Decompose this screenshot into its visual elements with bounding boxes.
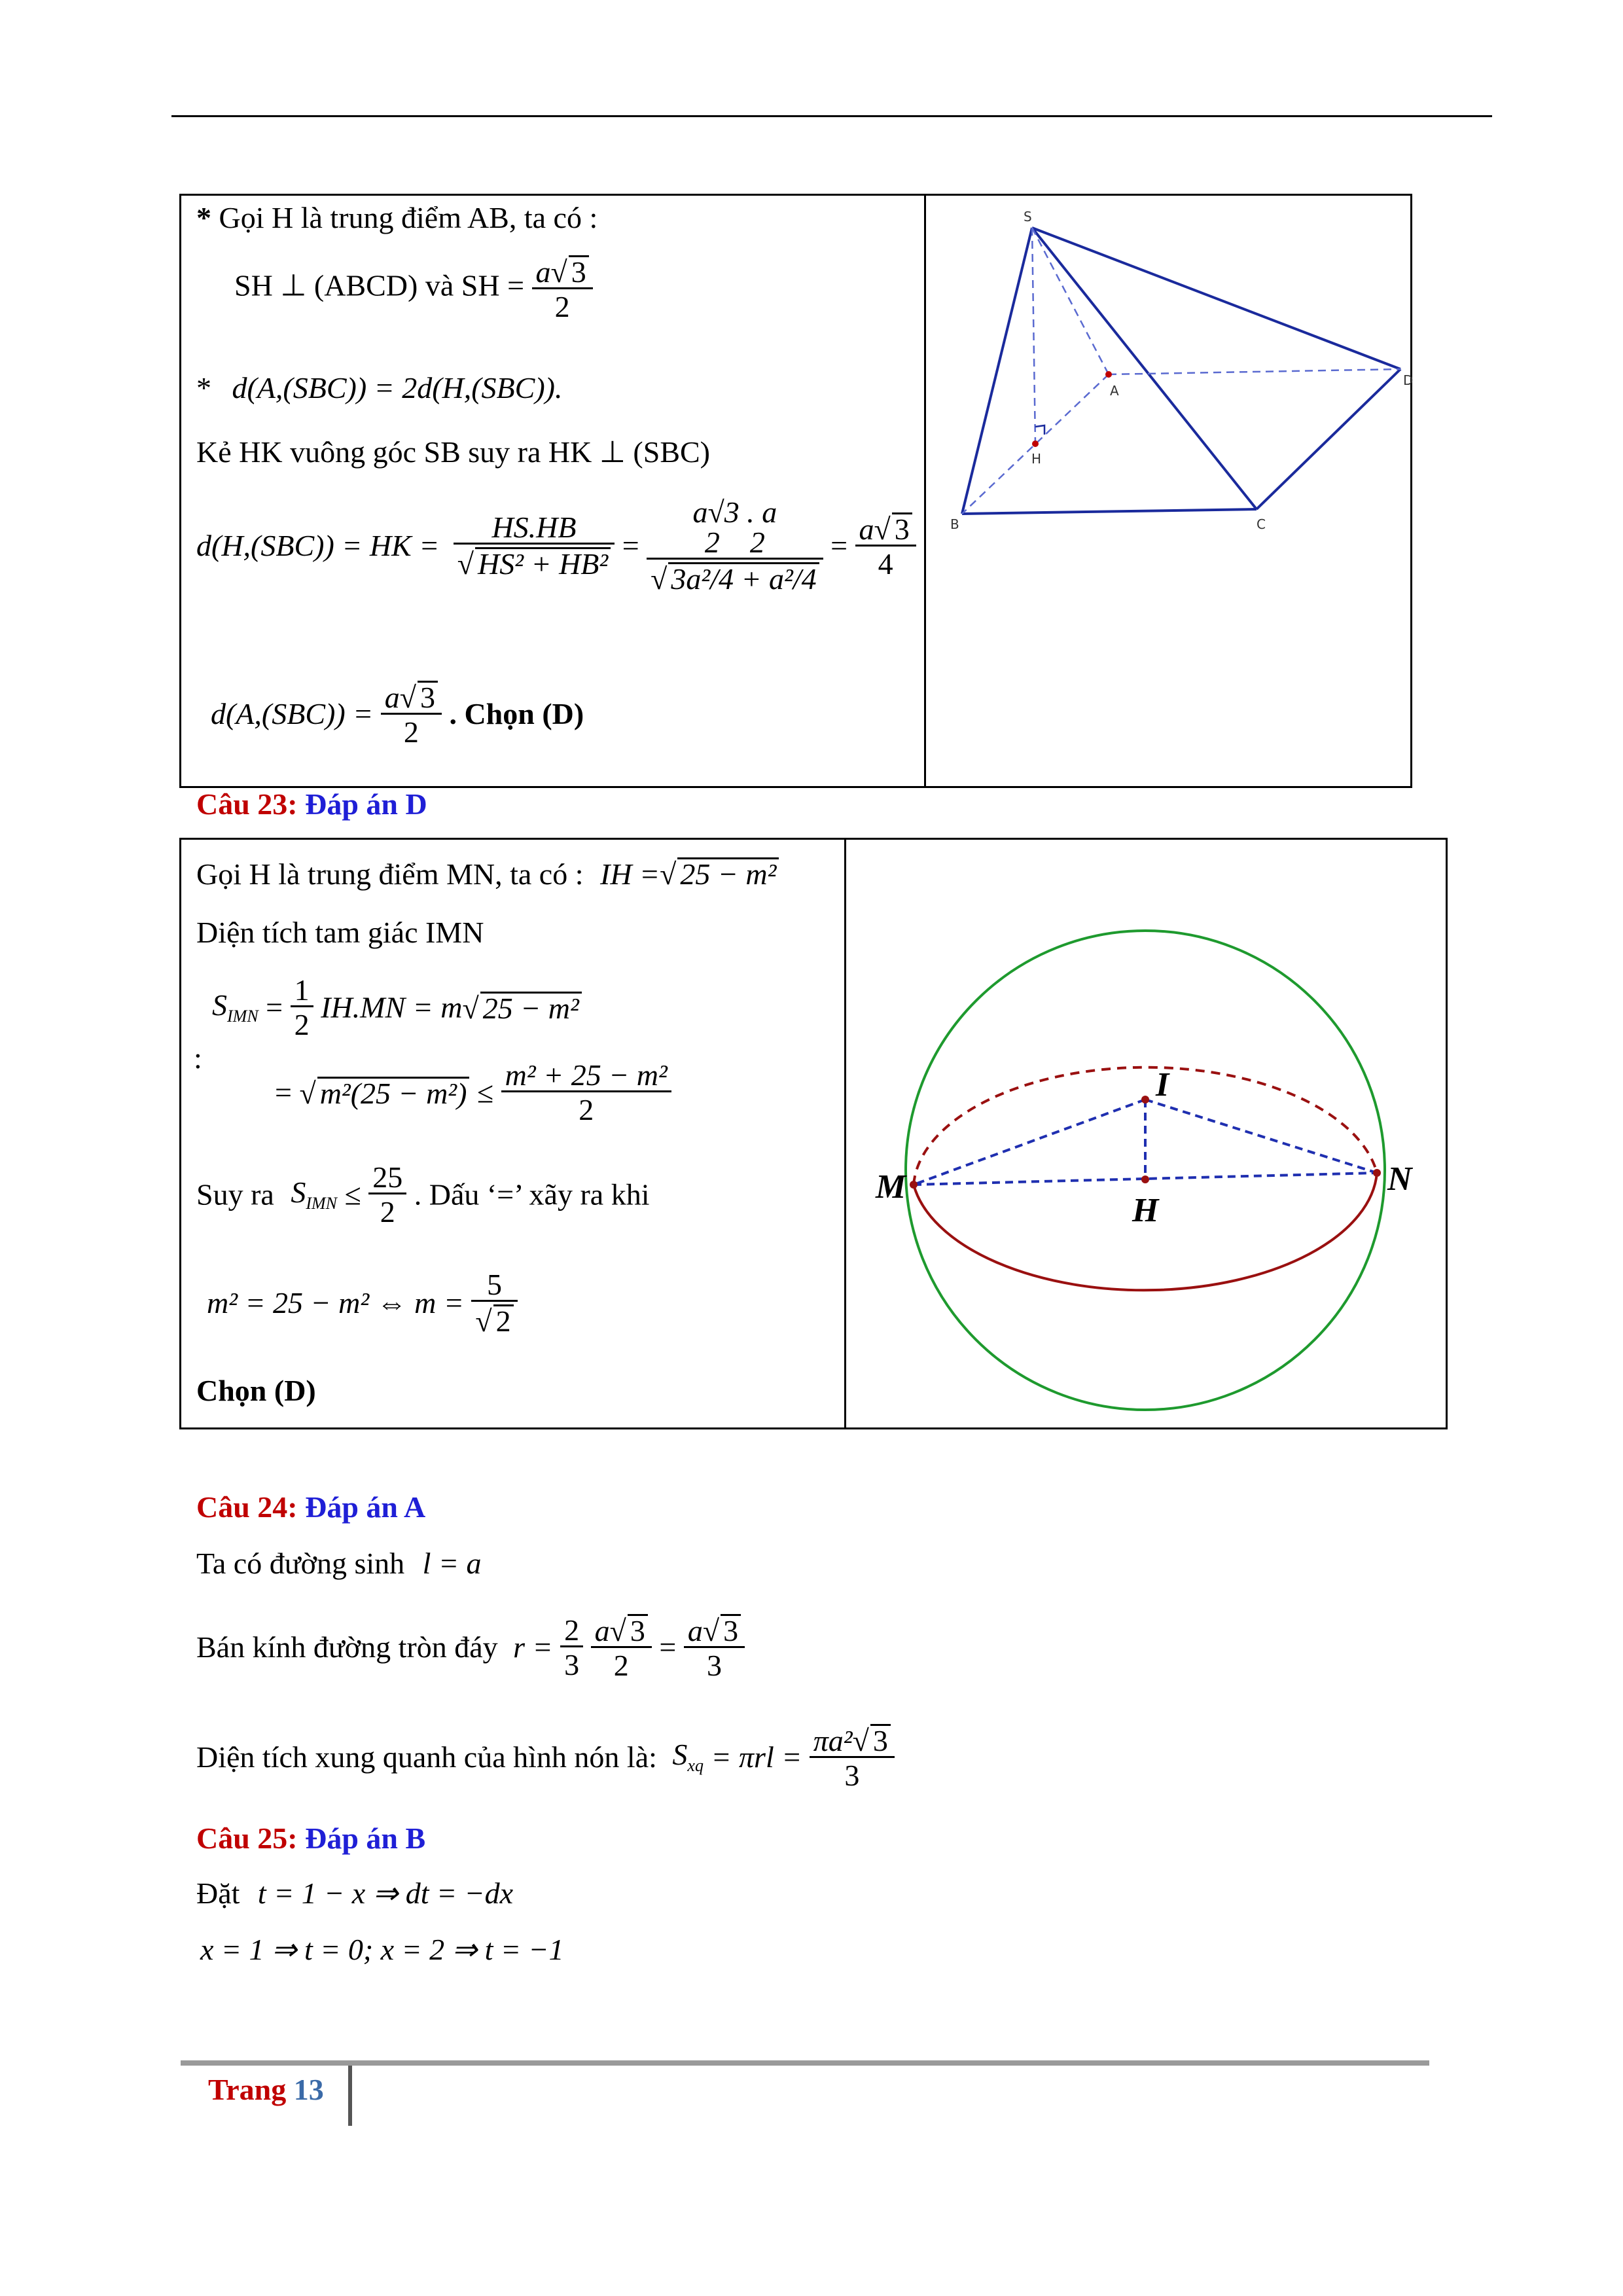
q24-line1	[196, 1549, 482, 1579]
label-D: D	[1403, 372, 1414, 388]
box1-line3	[196, 373, 562, 403]
edge-SB	[962, 228, 1032, 514]
math: l = a	[422, 1547, 482, 1580]
footer-divider	[348, 2066, 352, 2126]
footer-rule	[181, 2060, 1429, 2066]
product: IH.MN = m	[321, 990, 463, 1024]
fraction-a-root3-over-2: $\frac{a√ 3}{2}$	[381, 681, 442, 747]
hs-hb-fraction	[454, 512, 615, 579]
sphere-figure	[847, 840, 1445, 1427]
edge-CD	[1257, 369, 1400, 509]
page-number	[208, 2075, 324, 2105]
substitution: t = 1 − x ⇒ dt = −dx	[257, 1876, 514, 1910]
text: Diện tích xung quanh của hình nón là:	[196, 1740, 657, 1774]
segment-IN	[1145, 1100, 1377, 1173]
edge-AD	[1109, 369, 1400, 374]
box2-line3: $S_{IMN}$ = $\frac{1}{2}$ IH.MN = m√ 25 − m²	[212, 975, 582, 1040]
equation: m² = 25 − m² ⇔ m =	[207, 1286, 464, 1319]
label-I: I	[1156, 1066, 1169, 1103]
segment-SH	[1032, 228, 1035, 444]
box1-line6	[211, 681, 584, 747]
two-thirds: $\frac{2}{3}$	[560, 1615, 583, 1680]
box2-choice: Chọn (D)	[196, 1374, 316, 1407]
q25-line2: x = 1 ⇒ t = 0; x = 2 ⇒ t = −1	[200, 1933, 564, 1966]
label-M: M	[876, 1168, 906, 1206]
box2-line1: Gọi H là trung điểm MN, ta có : IH =√ 25 − m²	[196, 857, 779, 889]
equals: =	[266, 990, 283, 1024]
label-S: S	[1024, 209, 1032, 224]
am-gm-fraction: $\frac{\text{m² + 25 − m²}}{2}$	[501, 1060, 671, 1125]
equals: =	[622, 529, 639, 562]
box2-line2: Diện tích tam giác IMN	[196, 916, 484, 949]
radicand: 3	[569, 255, 589, 287]
a-root3-over-2: $\frac{a√ 3}{2}$	[591, 1614, 652, 1681]
area-symbol: $S_{IMN}$	[212, 988, 259, 1026]
text: Suy ra	[196, 1177, 274, 1211]
equals: =	[507, 268, 525, 302]
question-label: Câu 25:	[196, 1821, 298, 1855]
equals: =	[830, 529, 848, 562]
plane: (SBC)	[633, 435, 711, 469]
edge-SA	[1032, 228, 1109, 374]
answer-text: Đáp án A	[297, 1490, 426, 1524]
box2-line5	[196, 1162, 649, 1227]
perp-symbol: ⊥	[599, 435, 626, 469]
box2-line4: = √ m²(25 − m²) ≤ $\frac{\text{m² + 25 − m²}}{2}$	[275, 1060, 671, 1125]
q24-line2	[196, 1614, 745, 1681]
lhs: d(A,(SBC)) =	[211, 697, 374, 730]
distance-expr: d(A,(SBC)) = 2d(H,(SBC)).	[232, 371, 563, 404]
question-label: Câu 24:	[196, 1490, 298, 1524]
box1-line4	[196, 437, 710, 467]
text: Kẻ HK vuông góc SB suy ra HK	[196, 435, 592, 469]
pyramid-figure	[927, 196, 1414, 785]
q23-heading	[196, 789, 427, 819]
label-N: N	[1387, 1160, 1412, 1198]
answer-text: Đáp án B	[297, 1821, 426, 1855]
right-angle-mark	[1035, 425, 1044, 435]
text: Ta có đường sinh	[196, 1547, 405, 1580]
area-fraction: $\frac{\text{πa²√ 3}}{3}$	[810, 1724, 895, 1791]
label-A: A	[1110, 383, 1119, 399]
label-C: C	[1257, 516, 1266, 532]
numerator: HS.HB	[491, 511, 577, 544]
le: ≤	[476, 1075, 494, 1109]
q24-line3	[196, 1724, 895, 1791]
denominator: 2	[532, 287, 593, 322]
edge-BC	[962, 509, 1257, 514]
a-root3-over-3: $\frac{a√ 3}{3}$	[684, 1614, 745, 1681]
fraction-a-root3-over-2: $\frac{a√ 3}{2}$	[532, 255, 593, 322]
equals: =	[275, 1075, 292, 1109]
text: Gọi H là trung điểm AB, ta có :	[211, 201, 598, 234]
star: *	[196, 371, 211, 404]
text: Gọi H là trung điểm MN, ta có :	[196, 857, 584, 891]
formula: = πrl =	[711, 1740, 802, 1774]
label-H: H	[1132, 1192, 1159, 1229]
equals: =	[659, 1630, 677, 1664]
lhs: d(H,(SBC)) = HK =	[196, 529, 440, 562]
q25-line1	[196, 1878, 513, 1909]
fraction-5-over-root2: $\frac{5}{√ 2}$	[471, 1270, 517, 1336]
label-H: H	[1031, 451, 1042, 467]
lateral-area-symbol: $S_{xq}$	[672, 1738, 704, 1776]
math: IH =	[600, 857, 660, 891]
denominator: √ HS² + HB²	[454, 543, 615, 579]
le: ≤	[344, 1177, 361, 1211]
colon: :	[194, 1041, 202, 1075]
point-A	[1105, 371, 1112, 378]
box1-line2	[234, 255, 593, 322]
numerator: a√3 . a 2 2	[692, 495, 777, 559]
segment-IM	[914, 1100, 1145, 1185]
point-H	[1032, 440, 1039, 447]
point-H	[1141, 1175, 1149, 1183]
equality-note: . Dấu ‘=’ xãy ra khi	[414, 1177, 650, 1211]
var-a: a	[535, 255, 551, 289]
compound-fraction	[647, 497, 823, 594]
choice: . Chọn (D)	[449, 697, 584, 730]
radicand: 25 − m²	[480, 992, 582, 1024]
result-fraction: $\frac{a√ 3}{4}$	[855, 512, 916, 579]
radicand: m²(25 − m²)	[317, 1077, 470, 1109]
star: *	[196, 201, 211, 234]
box2-divider	[844, 838, 846, 1429]
perp-symbol: ⊥	[280, 268, 307, 302]
box1-divider	[924, 194, 926, 788]
great-circle-front	[914, 1173, 1377, 1290]
radicand: 25 − m²	[677, 857, 779, 889]
page-value: 13	[293, 2073, 324, 2106]
box1-line1	[196, 203, 597, 233]
point-N	[1373, 1169, 1381, 1177]
label-B: B	[950, 516, 959, 532]
q24-heading	[196, 1492, 425, 1522]
box2-line6	[207, 1270, 518, 1336]
page-word: Trang	[208, 2073, 287, 2106]
text: Bán kính đường tròn đáy	[196, 1630, 498, 1664]
header-rule	[171, 115, 1492, 117]
box1-line5	[196, 497, 916, 594]
denominator: √ 3a²/4 + a²/4	[647, 558, 823, 594]
plane-text: (ABCD) và SH	[313, 268, 500, 302]
question-label: Câu 23:	[196, 787, 298, 821]
radius-symbol: r =	[513, 1630, 553, 1664]
q25-heading	[196, 1823, 425, 1854]
area-symbol: $S_{IMN}$	[291, 1175, 337, 1213]
one-half: $\frac{1}{2}$	[291, 975, 313, 1040]
answer-text: Đáp án D	[297, 787, 427, 821]
point-M	[910, 1181, 918, 1189]
text: Đặt	[196, 1876, 240, 1910]
fraction-25-over-2: $\frac{25}{2}$	[368, 1162, 406, 1227]
point-I	[1141, 1096, 1149, 1103]
sh-label: SH	[234, 268, 273, 302]
